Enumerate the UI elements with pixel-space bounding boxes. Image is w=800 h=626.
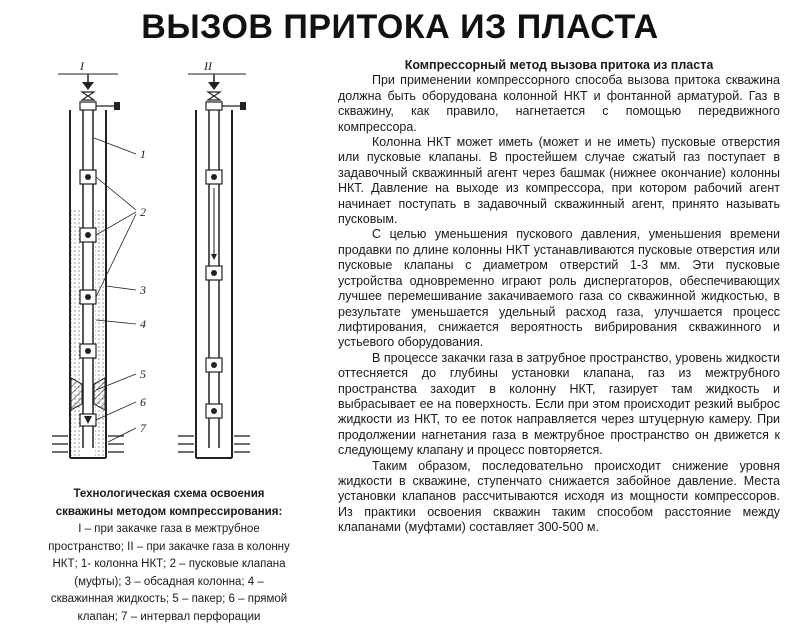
caption-line: Технологическая схема освоения bbox=[20, 486, 318, 504]
section-heading: Компрессорный метод вызова притока из пласта bbox=[338, 58, 780, 73]
caption-line: скважинная жидкость; 5 – пакер; 6 – прямой bbox=[20, 591, 318, 609]
diagram-caption bbox=[20, 486, 318, 626]
paragraph: Таким образом, последовательно происходит снижение уровня жидкости в скважине, ступенчато снижается забойное давление. Места установки клапанов рассчитываются исходя из мощности компрессоров. Из практики освоения скважин таким способом расстояние между клапанами (муфтами) составляет 300-500 м. bbox=[338, 459, 780, 536]
part-number-7: 7 bbox=[140, 421, 147, 435]
part-number-4: 4 bbox=[140, 317, 146, 331]
caption-line: клапан; 7 – интервал перфорации bbox=[20, 609, 318, 626]
scheme-label-ii: II bbox=[203, 59, 213, 73]
caption-line: (муфты); 3 – обсадная колонна; 4 – bbox=[20, 574, 318, 592]
scheme-label-i: I bbox=[79, 59, 85, 73]
well-completion-diagram bbox=[18, 58, 318, 482]
paragraph: Колонна НКТ может иметь (может и не иметь) пусковые отверстия или пусковые клапаны. В простейшем случае сжатый газ поступает в задавочный скважинный агент через башмак (нижнее окончание) колонны НКТ. Давление на выходе из компрессора, при котором рабочий агент начинает поступать в задавочный скважинный агент, принято называть пусковым. bbox=[338, 135, 780, 227]
paragraph: В процессе закачки газа в затрубное пространство, уровень жидкости оттесняется до глубины установки клапана, газ из межтрубного пространства заходит в колонну НКТ, газирует там жидкость и выбрасывает ее на поверхность. Если при этом происходит резкий выброс жидкости из НКТ, то ее поток направляется через штуцерную камеру. При продолжении нагнетания газа в межтрубное пространство он движется к следующему клапану и процесс повторяется. bbox=[338, 351, 780, 459]
part-number-3: 3 bbox=[139, 283, 146, 297]
caption-line: НКТ; 1- колонна НКТ; 2 – пусковые клапана bbox=[20, 556, 318, 574]
part-number-1: 1 bbox=[140, 147, 146, 161]
part-number-6: 6 bbox=[140, 395, 146, 409]
part-number-5: 5 bbox=[140, 367, 146, 381]
page-title: ВЫЗОВ ПРИТОКА ИЗ ПЛАСТА bbox=[0, 8, 800, 47]
paragraph: С целью уменьшения пускового давления, уменьшения времени продавки по длине колонны НКТ устанавливаются пусковые отверстия или пусковые клапаны с диаметром отверстий 1-3 мм. Эти пусковые устройства одновременно играют роль диспергаторов, обеспечивающих лучшее перемешивание закачиваемого газа со скважинной жидкостью, в результате уменьшается удельный расход газа, улучшается процесс лифтирования, снижается вероятность вибрирования скважинного и устьевого оборудования. bbox=[338, 227, 780, 350]
body-text bbox=[338, 58, 780, 536]
part-number-2: 2 bbox=[140, 205, 146, 219]
paragraph: При применении компрессорного способа вызова притока скважина должна быть оборудована колонной НКТ и фонтанной арматурой. Газ в скважину, как правило, нагнетается с помощью передвижного компрессора. bbox=[338, 73, 780, 135]
scheme-i bbox=[52, 59, 124, 458]
caption-line: пространство; II – при закачке газа в колонну bbox=[20, 539, 318, 557]
scheme-ii bbox=[178, 59, 250, 458]
caption-line: скважины методом компрессирования: bbox=[20, 504, 318, 522]
caption-line: I – при закачке газа в межтрубное bbox=[20, 521, 318, 539]
